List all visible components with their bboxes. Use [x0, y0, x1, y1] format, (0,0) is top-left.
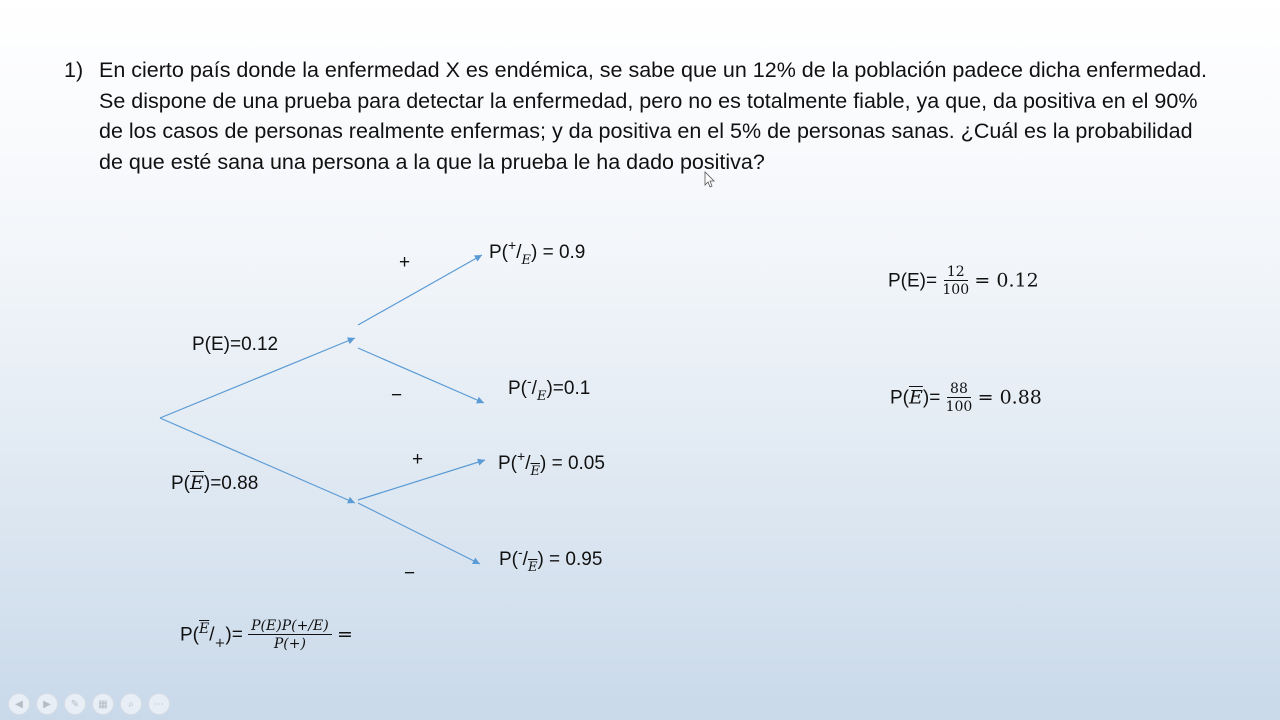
- sign-minus-top: −: [391, 385, 403, 406]
- branch-line-e-plus: [358, 255, 482, 325]
- zoom-icon[interactable]: ⌕: [120, 693, 142, 715]
- pen-icon[interactable]: ✎: [64, 693, 86, 715]
- mouse-cursor-icon: [705, 172, 714, 187]
- leaf-plus-given-not-e: $P(^+/_{\overline{E}}) = 0.05$: [498, 448, 605, 479]
- branch-label-e: P(E)=0.12: [192, 334, 279, 355]
- problem-text: En cierto país donde la enfermedad X es endémica, se sabe que un 12% de la población padece dicha enfermedad. Se dispone de una prueba para detectar la enfermedad, pero no es totalmente fiable, ya que, da positiva en el 90% de los casos de personas realmente enfermas; y da positiva en el 5% de personas sanas. ¿Cuál es la probabilidad de que esté sana una persona a la que la prueba le ha dado positiva?: [99, 58, 1208, 174]
- next-icon[interactable]: ▶: [36, 693, 58, 715]
- more-icon[interactable]: ⋯: [148, 693, 170, 715]
- problem-number: 1): [64, 58, 84, 82]
- leaf-plus-given-e: $P(^+/_E) = 0.9$: [489, 237, 586, 268]
- branch-line-not-e-minus: [358, 503, 480, 564]
- slideshow-controls: [8, 693, 170, 715]
- sign-plus-top: +: [399, 252, 411, 273]
- branch-label-not-e: $P(\overline{E})=0.88$: [171, 472, 259, 494]
- branch-line-e-minus: [358, 348, 484, 403]
- leaf-minus-given-e: $P(^-/_E)=0.1$: [508, 373, 591, 404]
- bayes-formula: $P(^{\overline{E}}/_+)=$ $\frac{P(E)P(+/E)}{P(+)}$ =: [180, 618, 353, 652]
- sign-minus-bottom: −: [404, 563, 416, 584]
- probability-not-e-formula: $P(\overline{E})=$ $\frac{88}{100}$ = 0.88: [890, 381, 1042, 415]
- slides-icon[interactable]: ▦: [92, 693, 114, 715]
- prev-icon[interactable]: ◀: [8, 693, 30, 715]
- leaf-minus-given-not-e: $P(^-/_{\overline{E}}) = 0.95$: [499, 544, 603, 575]
- probability-e-formula: P(E)= $\frac{12}{100}$ = 0.12: [888, 264, 1039, 298]
- sign-plus-bottom: +: [412, 449, 424, 470]
